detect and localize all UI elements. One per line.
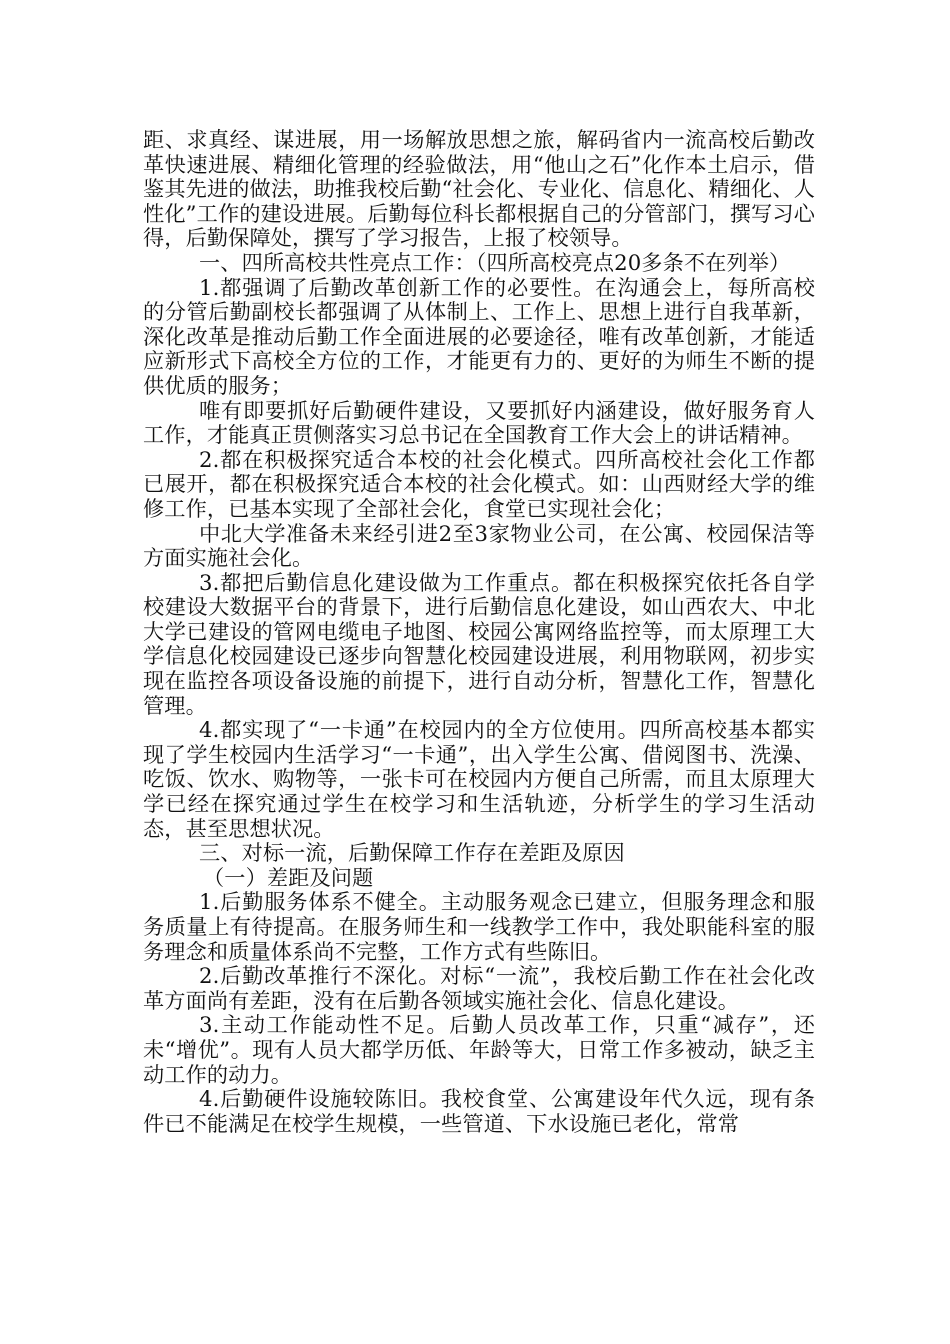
- paragraph: 2.后勤改革推行不深化。对标“一流”，我校后勤工作在社会化改革方面尚有差距，没有在后勤各领域实施社会化、信息化建设。: [143, 963, 815, 1013]
- paragraph: 3.主动工作能动性不足。后勤人员改革工作，只重“减存”，还未“增优”。现有人员大都学历低、年龄等大，日常工作多被动，缺乏主动工作的动力。: [143, 1012, 815, 1087]
- paragraph: 中北大学准备未来经引进2至3家物业公司，在公寓、校园保洁等方面实施社会化。: [143, 520, 815, 571]
- paragraph: 1.都强调了后勤改革创新工作的必要性。在沟通会上，每所高校的分管后勤副校长都强调了从体制上、工作上、思想上进行自我革新，深化改革是推动后勤工作全面进展的必要途径，唯有改革创新，才能适应新形式下高校全方位的工作，才能更有力的、更好的为师生不断的提供优质的服务；: [143, 274, 815, 398]
- document-body: [143, 128, 815, 1136]
- paragraph: 4.后勤硬件设施较陈旧。我校食堂、公寓建设年代久远，现有条件已不能满足在校学生规模，一些管道、下水设施已老化，常常: [143, 1086, 815, 1136]
- subsection-heading: （一）差距及问题: [203, 864, 374, 890]
- paragraph: 唯有即要抓好后勤硬件建设，又要抓好内涵建设，做好服务育人工作，才能真正贯侧落实习总书记在全国教育工作大会上的讲话精神。: [143, 397, 815, 448]
- section-heading-3: 三、对标一流，后勤保障工作存在差距及原因: [199, 840, 625, 866]
- paragraph: 4.都实现了“一卡通”在校园内的全方位使用。四所高校基本都实现了学生校园内生活学习“一卡通”，出入学生公寓、借阅图书、洗澡、吃饭、饮水、购物等，一张卡可在校园内方便自己所需，而且太原理大学已经在探究通过学生在校学习和生活轨迹，分析学生的学习生活动态，甚至思想状况。: [143, 717, 815, 841]
- paragraph: 1.后勤服务体系不健全。主动服务观念已建立，但服务理念和服务质量上有待提高。在服务师生和一线教学工作中，我处职能科室的服务理念和质量体系尚不完整，工作方式有些陈旧。: [143, 889, 815, 964]
- paragraph: 2.都在积极探究适合本校的社会化模式。四所高校社会化工作都已展开，都在积极探究适合本校的社会化模式。如：山西财经大学的维修工作，已基本实现了全部社会化，食堂已实现社会化；: [143, 446, 815, 521]
- section-heading-1: 一、四所高校共性亮点工作：（四所高校亮点20多条不在列举）: [199, 249, 791, 275]
- paragraph: 距、求真经、谋进展，用一场解放思想之旅，解码省内一流高校后勤改革快速进展、精细化管理的经验做法，用“他山之石”化作本土启示，借鉴其先进的做法，助推我校后勤“社会化、专业化、信息化、精细化、人性化”工作的建设进展。后勤每位科长都根据自己的分管部门，撰写习心得，后勤保障处，撰写了学习报告，上报了校领导。: [143, 127, 815, 251]
- paragraph: 3.都把后勤信息化建设做为工作重点。都在积极探究依托各自学校建设大数据平台的背景下，进行后勤信息化建设，如山西农大、中北大学已建设的管网电缆电子地图、校园公寓网络监控等，而太原理工大学信息化校园建设已逐步向智慧化校园建设进展，利用物联网，初步实现在监控各项设备设施的前提下，进行自动分析，智慧化工作，智慧化管理。: [143, 569, 815, 718]
